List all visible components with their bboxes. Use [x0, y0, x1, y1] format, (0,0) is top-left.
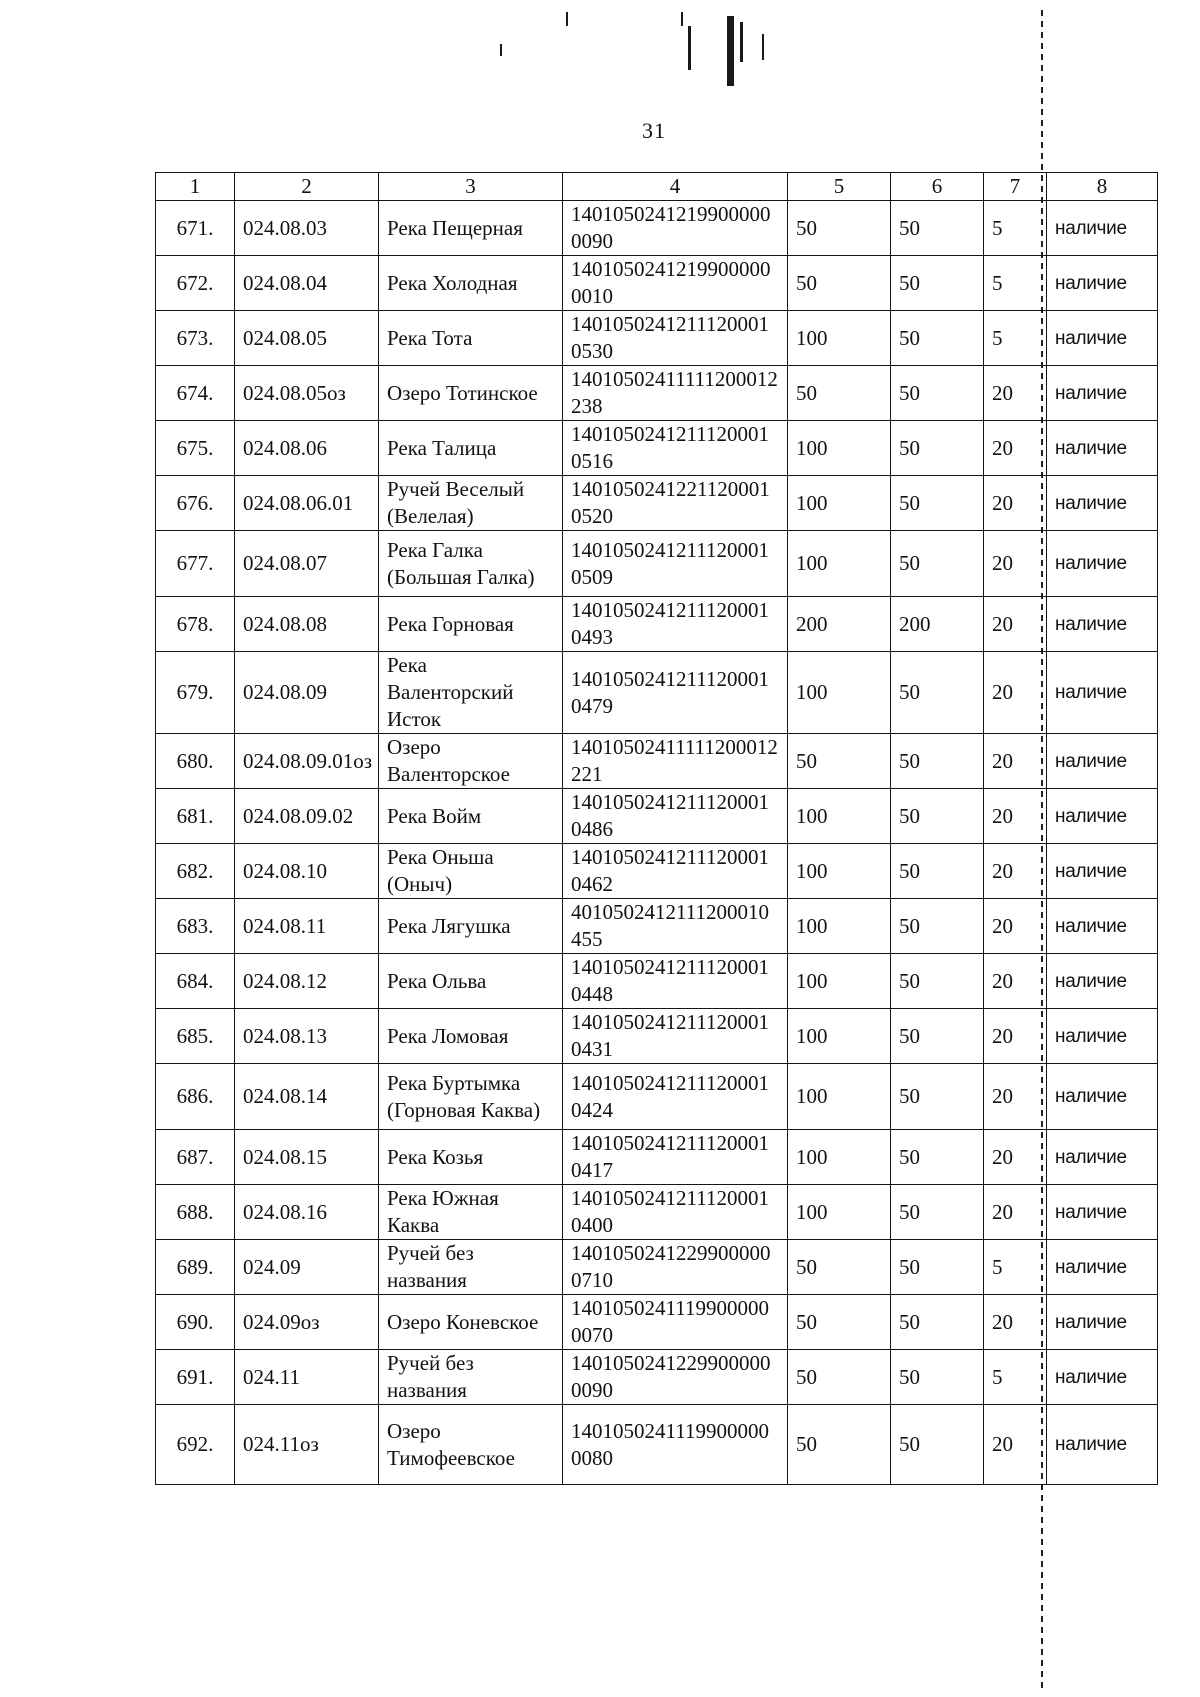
water-body-code: 024.08.09.02 [235, 789, 379, 844]
table-row [156, 421, 1158, 476]
column-header: 3 [379, 173, 563, 201]
water-body-name: Ручей без названия [379, 1350, 563, 1405]
table-row [156, 1295, 1158, 1350]
row-number: 676. [156, 476, 235, 531]
water-body-name: Ручей Веселый (Велелая) [379, 476, 563, 531]
value-col-6: 50 [891, 1405, 984, 1485]
registry-code: 14010502412299000000710 [563, 1240, 788, 1295]
registry-code: 14010502412111200010448 [563, 954, 788, 1009]
water-body-code: 024.09оз [235, 1295, 379, 1350]
value-col-6: 50 [891, 1295, 984, 1350]
value-col-6: 50 [891, 1350, 984, 1405]
registry-code: 14010502411199000000070 [563, 1295, 788, 1350]
status-cell: наличие [1047, 1405, 1158, 1485]
water-body-name: Река Войм [379, 789, 563, 844]
registry-code: 14010502412111200010516 [563, 421, 788, 476]
row-number: 683. [156, 899, 235, 954]
water-body-name: Река Валенторский Исток [379, 652, 563, 734]
row-number: 681. [156, 789, 235, 844]
value-col-7: 20 [984, 476, 1047, 531]
row-number: 671. [156, 201, 235, 256]
value-col-5: 100 [788, 789, 891, 844]
registry-code: 14010502412211200010520 [563, 476, 788, 531]
table-row [156, 1130, 1158, 1185]
water-body-code: 024.08.07 [235, 531, 379, 597]
value-col-5: 100 [788, 311, 891, 366]
status-cell: наличие [1047, 311, 1158, 366]
water-body-code: 024.08.06.01 [235, 476, 379, 531]
registry-code: 14010502412111200010493 [563, 597, 788, 652]
water-body-name: Река Горновая [379, 597, 563, 652]
registry-code: 14010502412299000000090 [563, 1350, 788, 1405]
water-body-name: Река Ломовая [379, 1009, 563, 1064]
status-cell: наличие [1047, 531, 1158, 597]
table-row [156, 366, 1158, 421]
value-col-7: 5 [984, 311, 1047, 366]
value-col-5: 50 [788, 734, 891, 789]
value-col-7: 20 [984, 1405, 1047, 1485]
value-col-7: 20 [984, 531, 1047, 597]
status-cell: наличие [1047, 421, 1158, 476]
value-col-7: 5 [984, 256, 1047, 311]
row-number: 688. [156, 1185, 235, 1240]
value-col-6: 50 [891, 476, 984, 531]
value-col-5: 100 [788, 421, 891, 476]
table-row [156, 1405, 1158, 1485]
water-body-code: 024.08.09.01оз [235, 734, 379, 789]
value-col-7: 20 [984, 1185, 1047, 1240]
value-col-7: 20 [984, 789, 1047, 844]
value-col-5: 50 [788, 366, 891, 421]
value-col-5: 50 [788, 1240, 891, 1295]
value-col-5: 50 [788, 1405, 891, 1485]
row-number: 678. [156, 597, 235, 652]
value-col-6: 50 [891, 899, 984, 954]
water-body-name: Река Холодная [379, 256, 563, 311]
value-col-7: 20 [984, 899, 1047, 954]
row-number: 689. [156, 1240, 235, 1295]
row-number: 690. [156, 1295, 235, 1350]
table-row [156, 844, 1158, 899]
water-body-code: 024.08.05 [235, 311, 379, 366]
status-cell: наличие [1047, 1240, 1158, 1295]
water-body-code: 024.11оз [235, 1405, 379, 1485]
water-body-name: Озеро Коневское [379, 1295, 563, 1350]
water-body-code: 024.08.09 [235, 652, 379, 734]
water-body-name: Река Талица [379, 421, 563, 476]
value-col-7: 20 [984, 734, 1047, 789]
table-row [156, 652, 1158, 734]
value-col-7: 20 [984, 597, 1047, 652]
row-number: 684. [156, 954, 235, 1009]
scan-artifact [727, 16, 734, 86]
value-col-6: 50 [891, 844, 984, 899]
water-body-name: Озеро Тимофеевское [379, 1405, 563, 1485]
value-col-7: 5 [984, 201, 1047, 256]
water-body-name: Река Тота [379, 311, 563, 366]
table-row [156, 789, 1158, 844]
water-body-name: Река Лягушка [379, 899, 563, 954]
table-row [156, 531, 1158, 597]
water-bodies-table [155, 172, 1158, 1485]
value-col-6: 50 [891, 1130, 984, 1185]
value-col-7: 5 [984, 1240, 1047, 1295]
row-number: 685. [156, 1009, 235, 1064]
table-row [156, 597, 1158, 652]
table-row [156, 311, 1158, 366]
registry-code: 14010502412199000000010 [563, 256, 788, 311]
value-col-5: 100 [788, 1130, 891, 1185]
status-cell: наличие [1047, 789, 1158, 844]
registry-code: 14010502412111200010417 [563, 1130, 788, 1185]
column-header: 2 [235, 173, 379, 201]
scan-artifact [762, 34, 764, 60]
table-row [156, 734, 1158, 789]
water-body-code: 024.08.05оз [235, 366, 379, 421]
column-header: 4 [563, 173, 788, 201]
registry-code: 14010502412111200010509 [563, 531, 788, 597]
row-number: 674. [156, 366, 235, 421]
registry-code: 14010502412111200010486 [563, 789, 788, 844]
table-row [156, 1240, 1158, 1295]
water-body-code: 024.08.03 [235, 201, 379, 256]
status-cell: наличие [1047, 1185, 1158, 1240]
scan-artifact [681, 12, 683, 26]
scan-artifact [500, 44, 502, 56]
water-body-code: 024.08.16 [235, 1185, 379, 1240]
water-body-code: 024.08.10 [235, 844, 379, 899]
row-number: 679. [156, 652, 235, 734]
water-body-code: 024.11 [235, 1350, 379, 1405]
water-body-code: 024.08.08 [235, 597, 379, 652]
column-header: 5 [788, 173, 891, 201]
registry-code: 14010502411199000000080 [563, 1405, 788, 1485]
water-body-code: 024.08.12 [235, 954, 379, 1009]
value-col-6: 200 [891, 597, 984, 652]
value-col-6: 50 [891, 954, 984, 1009]
value-col-5: 100 [788, 844, 891, 899]
table-row [156, 1009, 1158, 1064]
status-cell: наличие [1047, 1295, 1158, 1350]
water-body-name: Река Буртымка (Горновая Каква) [379, 1064, 563, 1130]
value-col-7: 20 [984, 1064, 1047, 1130]
value-col-5: 100 [788, 954, 891, 1009]
water-body-name: Река Оньша (Оныч) [379, 844, 563, 899]
value-col-5: 100 [788, 1064, 891, 1130]
table-row [156, 899, 1158, 954]
status-cell: наличие [1047, 1064, 1158, 1130]
registry-code: 14010502411111200012221 [563, 734, 788, 789]
status-cell: наличие [1047, 844, 1158, 899]
value-col-7: 20 [984, 954, 1047, 1009]
column-header: 1 [156, 173, 235, 201]
table-header-row [156, 173, 1158, 201]
value-col-6: 50 [891, 1009, 984, 1064]
value-col-6: 50 [891, 256, 984, 311]
water-body-name: Река Ольва [379, 954, 563, 1009]
table-row [156, 476, 1158, 531]
registry-code: 14010502412111200010424 [563, 1064, 788, 1130]
value-col-6: 50 [891, 366, 984, 421]
value-col-5: 50 [788, 256, 891, 311]
registry-code: 14010502412111200010479 [563, 652, 788, 734]
water-body-code: 024.08.04 [235, 256, 379, 311]
water-body-code: 024.08.11 [235, 899, 379, 954]
water-body-name: Река Галка (Большая Галка) [379, 531, 563, 597]
status-cell: наличие [1047, 476, 1158, 531]
value-col-7: 20 [984, 366, 1047, 421]
value-col-5: 100 [788, 531, 891, 597]
scan-artifact [566, 12, 568, 26]
row-number: 692. [156, 1405, 235, 1485]
column-header: 7 [984, 173, 1047, 201]
value-col-5: 200 [788, 597, 891, 652]
value-col-6: 50 [891, 652, 984, 734]
table-row [156, 201, 1158, 256]
status-cell: наличие [1047, 1009, 1158, 1064]
water-body-code: 024.09 [235, 1240, 379, 1295]
status-cell: наличие [1047, 734, 1158, 789]
row-number: 686. [156, 1064, 235, 1130]
value-col-5: 100 [788, 476, 891, 531]
column-header: 8 [1047, 173, 1158, 201]
value-col-7: 5 [984, 1350, 1047, 1405]
value-col-6: 50 [891, 201, 984, 256]
value-col-6: 50 [891, 421, 984, 476]
water-body-code: 024.08.06 [235, 421, 379, 476]
row-number: 680. [156, 734, 235, 789]
value-col-5: 100 [788, 652, 891, 734]
status-cell: наличие [1047, 899, 1158, 954]
registry-code: 14010502412111200010400 [563, 1185, 788, 1240]
row-number: 691. [156, 1350, 235, 1405]
table-body [156, 201, 1158, 1485]
value-col-5: 100 [788, 1185, 891, 1240]
value-col-5: 50 [788, 201, 891, 256]
status-cell: наличие [1047, 1350, 1158, 1405]
scan-artifact [688, 26, 691, 70]
status-cell: наличие [1047, 366, 1158, 421]
value-col-7: 20 [984, 421, 1047, 476]
registry-code: 14010502412111200010431 [563, 1009, 788, 1064]
value-col-6: 50 [891, 1240, 984, 1295]
registry-code: 14010502412111200010462 [563, 844, 788, 899]
water-body-code: 024.08.15 [235, 1130, 379, 1185]
water-body-name: Озеро Тотинское [379, 366, 563, 421]
water-body-name: Ручей без названия [379, 1240, 563, 1295]
registry-code: 14010502411111200012238 [563, 366, 788, 421]
water-body-name: Река Козья [379, 1130, 563, 1185]
water-body-code: 024.08.14 [235, 1064, 379, 1130]
status-cell: наличие [1047, 256, 1158, 311]
value-col-7: 20 [984, 652, 1047, 734]
status-cell: наличие [1047, 954, 1158, 1009]
value-col-5: 50 [788, 1350, 891, 1405]
value-col-5: 50 [788, 1295, 891, 1350]
status-cell: наличие [1047, 597, 1158, 652]
value-col-6: 50 [891, 1064, 984, 1130]
status-cell: наличие [1047, 652, 1158, 734]
row-number: 673. [156, 311, 235, 366]
table-row [156, 1064, 1158, 1130]
value-col-7: 20 [984, 1130, 1047, 1185]
row-number: 682. [156, 844, 235, 899]
registry-code: 14010502412199000000090 [563, 201, 788, 256]
table-row [156, 256, 1158, 311]
water-body-name: Река Южная Каква [379, 1185, 563, 1240]
value-col-7: 20 [984, 1295, 1047, 1350]
table-row [156, 954, 1158, 1009]
value-col-7: 20 [984, 844, 1047, 899]
row-number: 677. [156, 531, 235, 597]
page-number: 31 [642, 118, 666, 143]
table-row [156, 1350, 1158, 1405]
value-col-6: 50 [891, 734, 984, 789]
value-col-6: 50 [891, 531, 984, 597]
column-header: 6 [891, 173, 984, 201]
registry-code: 4010502412111200010455 [563, 899, 788, 954]
row-number: 675. [156, 421, 235, 476]
row-number: 687. [156, 1130, 235, 1185]
value-col-7: 20 [984, 1009, 1047, 1064]
value-col-6: 50 [891, 311, 984, 366]
row-number: 672. [156, 256, 235, 311]
registry-code: 14010502412111200010530 [563, 311, 788, 366]
water-body-code: 024.08.13 [235, 1009, 379, 1064]
value-col-5: 100 [788, 1009, 891, 1064]
water-body-name: Река Пещерная [379, 201, 563, 256]
value-col-5: 100 [788, 899, 891, 954]
table-row [156, 1185, 1158, 1240]
status-cell: наличие [1047, 201, 1158, 256]
value-col-6: 50 [891, 1185, 984, 1240]
status-cell: наличие [1047, 1130, 1158, 1185]
water-body-name: Озеро Валенторское [379, 734, 563, 789]
scan-artifact [740, 22, 743, 62]
value-col-6: 50 [891, 789, 984, 844]
